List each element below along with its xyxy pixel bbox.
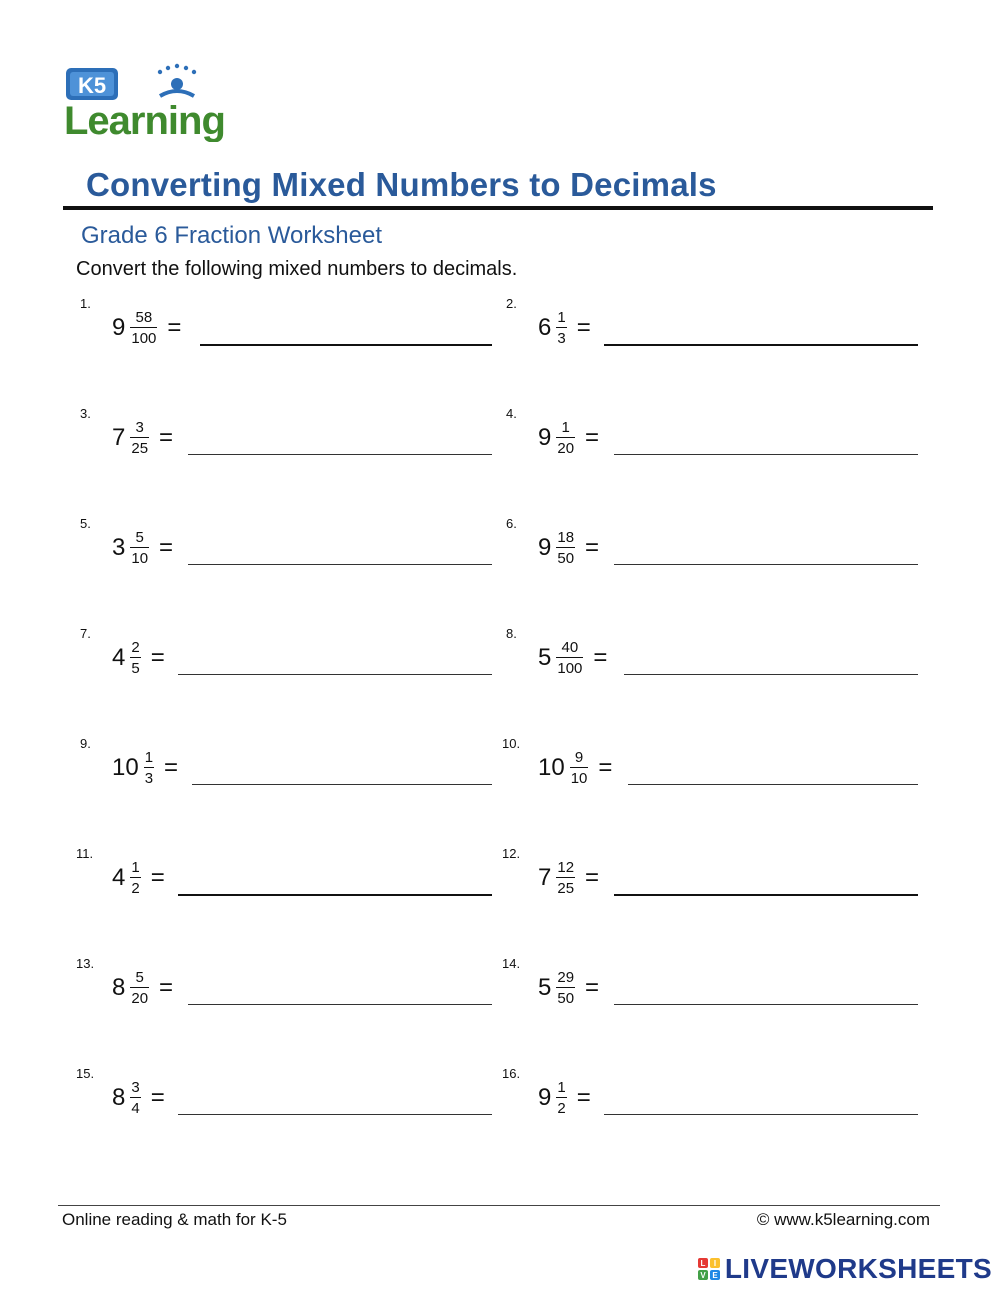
k5-learning-logo: [62, 62, 242, 142]
fraction: [130, 420, 149, 456]
mixed-number: [112, 526, 173, 570]
mixed-number: [112, 1076, 165, 1120]
footer-divider: [58, 1205, 940, 1206]
problem-item: [506, 626, 916, 686]
fraction: [130, 860, 140, 896]
numerator: 1: [131, 859, 140, 876]
equals-sign: =: [585, 534, 600, 561]
problem-number: 12.: [502, 846, 521, 861]
answer-field[interactable]: [178, 652, 492, 675]
liveworksheets-wordmark: LIVEWORKSHEETS: [724, 1253, 992, 1284]
answer-field[interactable]: [178, 872, 492, 896]
fraction: [570, 750, 589, 786]
numerator: 40: [561, 639, 579, 656]
answer-field[interactable]: [188, 982, 492, 1005]
answer-field[interactable]: [614, 982, 918, 1005]
numerator: 3: [131, 1079, 140, 1096]
svg-text:I: I: [713, 1259, 716, 1268]
mixed-number: [538, 636, 607, 680]
problem-item: [506, 296, 916, 356]
numerator: 5: [135, 969, 144, 986]
denominator: 10: [570, 767, 589, 786]
mixed-number: [538, 526, 599, 570]
footer-copyright: © www.k5learning.com: [756, 1210, 930, 1229]
numerator: 2: [131, 639, 140, 656]
mixed-number: [538, 416, 599, 460]
numerator: 5: [135, 529, 144, 546]
problem-item: [506, 516, 916, 576]
problem-number: 15.: [76, 1066, 95, 1081]
fraction: [130, 640, 140, 676]
denominator: 3: [556, 327, 566, 346]
problem-item: [80, 296, 490, 356]
numerator: 9: [574, 749, 584, 766]
equals-sign: =: [150, 644, 165, 671]
liveworksheets-brand[interactable]: [698, 1253, 992, 1285]
fraction: [130, 310, 157, 346]
numerator: 1: [557, 1079, 566, 1096]
fraction: [556, 1080, 566, 1116]
numerator: 12: [557, 859, 575, 876]
answer-field[interactable]: [188, 542, 492, 565]
answer-field[interactable]: [614, 432, 918, 455]
equals-sign: =: [164, 754, 179, 781]
problem-number: 13.: [76, 956, 95, 971]
answer-field[interactable]: [628, 762, 918, 785]
denominator: 3: [144, 767, 154, 786]
whole-number: 10: [538, 754, 565, 781]
problem-item: [76, 956, 490, 1016]
numerator: 1: [561, 419, 570, 436]
svg-text:Learning: Learning: [64, 99, 225, 142]
fraction: [556, 860, 575, 896]
answer-field[interactable]: [604, 322, 918, 346]
mixed-number: [538, 966, 599, 1010]
equals-sign: =: [585, 424, 600, 451]
mixed-number: [538, 746, 612, 790]
fraction: [556, 640, 583, 676]
svg-text:V: V: [700, 1271, 706, 1280]
numerator: 18: [557, 529, 575, 546]
answer-field[interactable]: [192, 762, 492, 785]
denominator: 25: [130, 437, 149, 456]
equals-sign: =: [159, 534, 174, 561]
mixed-number: [112, 966, 173, 1010]
mixed-number: [112, 636, 165, 680]
liveworksheets-logo-icon: [698, 1258, 720, 1280]
equals-sign: =: [593, 644, 608, 671]
whole-number: 7: [112, 424, 126, 451]
title-divider: [63, 206, 933, 210]
equals-sign: =: [159, 974, 174, 1001]
answer-field[interactable]: [604, 1092, 918, 1115]
whole-number: 4: [112, 864, 126, 891]
mixed-number: [538, 1076, 591, 1120]
answer-field[interactable]: [178, 1092, 492, 1115]
mixed-number: [112, 416, 173, 460]
denominator: 2: [556, 1097, 566, 1116]
denominator: 100: [556, 657, 583, 676]
numerator: 3: [135, 419, 144, 436]
problem-item: [506, 406, 916, 466]
problem-number: 9.: [80, 736, 91, 751]
equals-sign: =: [598, 754, 613, 781]
footer-tagline: Online reading & math for K-5: [62, 1210, 287, 1229]
problem-number: 14.: [502, 956, 521, 971]
equals-sign: =: [150, 1084, 165, 1111]
answer-field[interactable]: [624, 652, 918, 675]
problem-item: [80, 626, 490, 686]
problem-number: 6.: [506, 516, 517, 531]
whole-number: 7: [538, 864, 552, 891]
mixed-number: [112, 306, 181, 350]
problem-item: [80, 736, 490, 796]
denominator: 4: [130, 1097, 140, 1116]
whole-number: 5: [538, 644, 552, 671]
problem-number: 5.: [80, 516, 91, 531]
problem-item: [80, 516, 490, 576]
problem-item: [502, 1066, 916, 1126]
denominator: 20: [130, 987, 149, 1006]
fraction: [556, 970, 575, 1006]
problem-item: [76, 1066, 490, 1126]
whole-number: 9: [538, 534, 552, 561]
equals-sign: =: [159, 424, 174, 451]
fraction: [130, 530, 149, 566]
whole-number: 9: [538, 1084, 552, 1111]
mixed-number: [538, 306, 591, 350]
equals-sign: =: [576, 1084, 591, 1111]
problem-item: [502, 846, 916, 906]
denominator: 50: [556, 547, 575, 566]
problem-number: 16.: [502, 1066, 521, 1081]
numerator: 1: [144, 749, 154, 766]
numerator: 1: [557, 309, 566, 326]
whole-number: 9: [112, 314, 126, 341]
mixed-number: [538, 856, 599, 900]
problem-number: 1.: [80, 296, 91, 311]
problem-number: 11.: [76, 846, 94, 861]
equals-sign: =: [585, 974, 600, 1001]
svg-text:K5: K5: [77, 73, 107, 98]
denominator: 50: [556, 987, 575, 1006]
fraction: [556, 310, 566, 346]
problem-number: 3.: [80, 406, 91, 421]
equals-sign: =: [576, 314, 591, 341]
problem-item: [80, 406, 490, 466]
whole-number: 8: [112, 974, 126, 1001]
whole-number: 6: [538, 314, 552, 341]
mixed-number: [112, 746, 178, 790]
mixed-number: [112, 856, 165, 900]
problem-number: 2.: [506, 296, 517, 311]
fraction: [130, 1080, 140, 1116]
equals-sign: =: [585, 864, 600, 891]
fraction: [130, 970, 149, 1006]
worksheet-subtitle: Grade 6 Fraction Worksheet: [81, 222, 383, 249]
problem-number: 10.: [502, 736, 521, 751]
numerator: 58: [135, 309, 153, 326]
svg-text:E: E: [712, 1271, 718, 1280]
fraction: [556, 420, 575, 456]
answer-field[interactable]: [614, 872, 918, 896]
whole-number: 10: [112, 754, 139, 781]
denominator: 100: [130, 327, 157, 346]
whole-number: 3: [112, 534, 126, 561]
problem-number: 7.: [80, 626, 91, 641]
numerator: 29: [557, 969, 575, 986]
answer-field[interactable]: [200, 322, 492, 346]
fraction: [144, 750, 154, 786]
answer-field[interactable]: [614, 542, 918, 565]
whole-number: 5: [538, 974, 552, 1001]
equals-sign: =: [167, 314, 182, 341]
whole-number: 4: [112, 644, 126, 671]
answer-field[interactable]: [188, 432, 492, 455]
denominator: 5: [130, 657, 140, 676]
problem-item: [502, 736, 916, 796]
denominator: 2: [130, 877, 140, 896]
instructions: Convert the following mixed numbers to decimals.: [76, 258, 518, 280]
denominator: 10: [130, 547, 149, 566]
denominator: 25: [556, 877, 575, 896]
whole-number: 8: [112, 1084, 126, 1111]
problem-number: 4.: [506, 406, 517, 421]
whole-number: 9: [538, 424, 552, 451]
problem-number: 8.: [506, 626, 517, 641]
denominator: 20: [556, 437, 575, 456]
problem-item: [502, 956, 916, 1016]
worksheet-title: Converting Mixed Numbers to Decimals: [86, 166, 717, 203]
svg-text:L: L: [700, 1259, 706, 1268]
fraction: [556, 530, 575, 566]
equals-sign: =: [150, 864, 165, 891]
problem-item: [76, 846, 490, 906]
